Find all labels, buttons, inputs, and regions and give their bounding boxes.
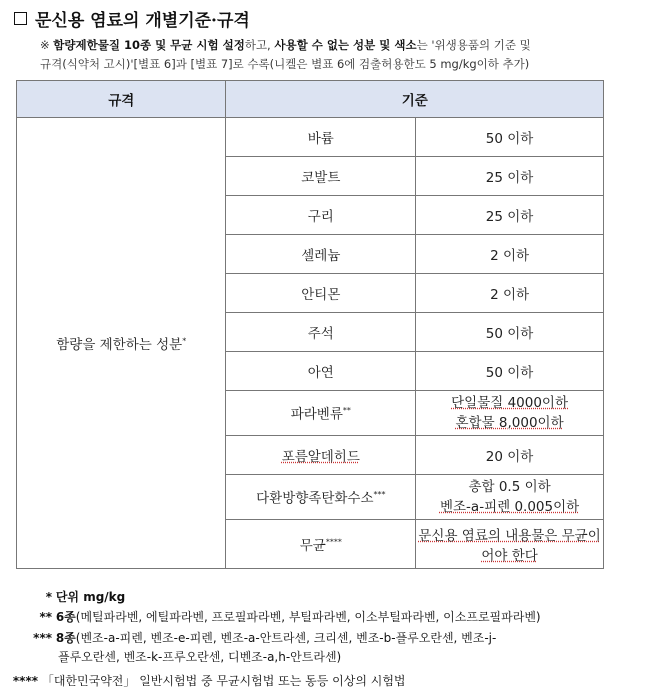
paraben-value-cell <box>416 391 604 436</box>
row-value: 25 이하 <box>416 196 604 235</box>
row-value: 2 이하 <box>416 235 604 274</box>
paraben-value-1: 단일물질 4000이하 <box>451 395 569 411</box>
footnote-bold: 8종 <box>55 631 76 645</box>
footnote-text: 단위 mg/kg <box>55 590 126 604</box>
group-label-cell <box>17 118 226 569</box>
row-name: 코발트 <box>226 157 416 196</box>
row-value: 50 이하 <box>416 313 604 352</box>
formaldehyde-value: 20 이하 <box>416 436 604 475</box>
sterile-label: 무균 <box>299 538 326 554</box>
note-line-2: 규격(식약처 고시)'[별표 6]과 [별표 7]로 수록(니켈은 별표 6에 검출허용한도 5 mg/kg이하 추가) <box>40 57 530 71</box>
paraben-value-2: 혼합물 8,000이하 <box>455 415 564 431</box>
pah-mark: *** <box>373 490 386 500</box>
footnote-mark: * <box>45 590 52 604</box>
footnote-text-cont: 플루오란센, 벤조-k-프루오란센, 디벤조-a,h-안트라센) <box>58 650 342 664</box>
pah-value-cell <box>416 475 604 520</box>
note-mark: ※ <box>40 38 50 52</box>
note-bold-1: 함량제한물질 10종 및 무균 시험 설정 <box>53 38 245 52</box>
footnote-text: 「대한민국약전」 일반시험법 중 무균시험법 또는 동등 이상의 시험법 <box>41 674 406 688</box>
sterile-value: 문신용 염료의 내용물은 무균이어야 한다 <box>418 528 601 564</box>
footnote-4 <box>0 672 657 691</box>
formaldehyde-name: 포름알데히드 <box>281 449 360 465</box>
footnote-mark: *** <box>33 631 52 645</box>
note-end: 는 '위생용품의 기준 및 <box>416 38 531 52</box>
footnote-bold: 6종 <box>55 610 76 624</box>
paraben-name-cell <box>226 391 416 436</box>
group-label: 함량을 제한하는 성분 <box>56 337 183 353</box>
row-name: 안티몬 <box>226 274 416 313</box>
pah-value-2: 벤조-a-피렌 0.005이하 <box>439 499 580 515</box>
footnote-text: (벤조-a-피렌, 벤조-e-피렌, 벤조-a-안트라센, 크리센, 벤조-b-플루오란센, 벤조-j- <box>75 631 497 645</box>
standards-table <box>16 80 604 569</box>
pah-name: 다환방향족탄화수소 <box>256 490 374 507</box>
pah-value-1: 총합 0.5 이하 <box>468 479 551 495</box>
note-bold-2: 사용할 수 없는 성분 및 색소 <box>274 38 417 52</box>
footnote-1 <box>0 588 657 607</box>
sterile-label-cell <box>226 520 416 569</box>
section-title <box>14 6 250 31</box>
row-name: 아연 <box>226 352 416 391</box>
note-paragraph <box>40 36 640 74</box>
row-name: 바륨 <box>226 118 416 157</box>
header-spec: 규격 <box>17 81 226 118</box>
row-value: 50 이하 <box>416 352 604 391</box>
formaldehyde-name-cell <box>226 436 416 475</box>
row-value: 25 이하 <box>416 157 604 196</box>
row-name: 구리 <box>226 196 416 235</box>
row-value: 2 이하 <box>416 274 604 313</box>
paraben-name: 파라벤류 <box>290 406 343 423</box>
row-name: 셀레늄 <box>226 235 416 274</box>
row-value: 50 이하 <box>416 118 604 157</box>
footnote-3 <box>0 629 657 667</box>
footnote-2 <box>0 608 657 627</box>
footnote-text: (메틸파라벤, 에틸파라벤, 프로필파라벤, 부틸파라벤, 이소부틸파라벤, 이소프로필파라벤) <box>75 610 541 624</box>
footnote-mark: **** <box>12 674 38 688</box>
note-mid: 하고, <box>244 38 275 52</box>
paraben-mark: ** <box>342 406 351 416</box>
pah-name-cell <box>226 475 416 520</box>
row-name: 주석 <box>226 313 416 352</box>
header-criteria: 기준 <box>226 81 604 118</box>
footnote-mark: ** <box>39 610 52 624</box>
sterile-mark: **** <box>325 537 342 547</box>
checkbox-square-icon <box>14 12 27 25</box>
section-title-text: 문신용 염료의 개별기준·규격 <box>35 11 250 31</box>
sterile-value-cell <box>416 520 604 569</box>
group-mark: * <box>182 336 187 346</box>
